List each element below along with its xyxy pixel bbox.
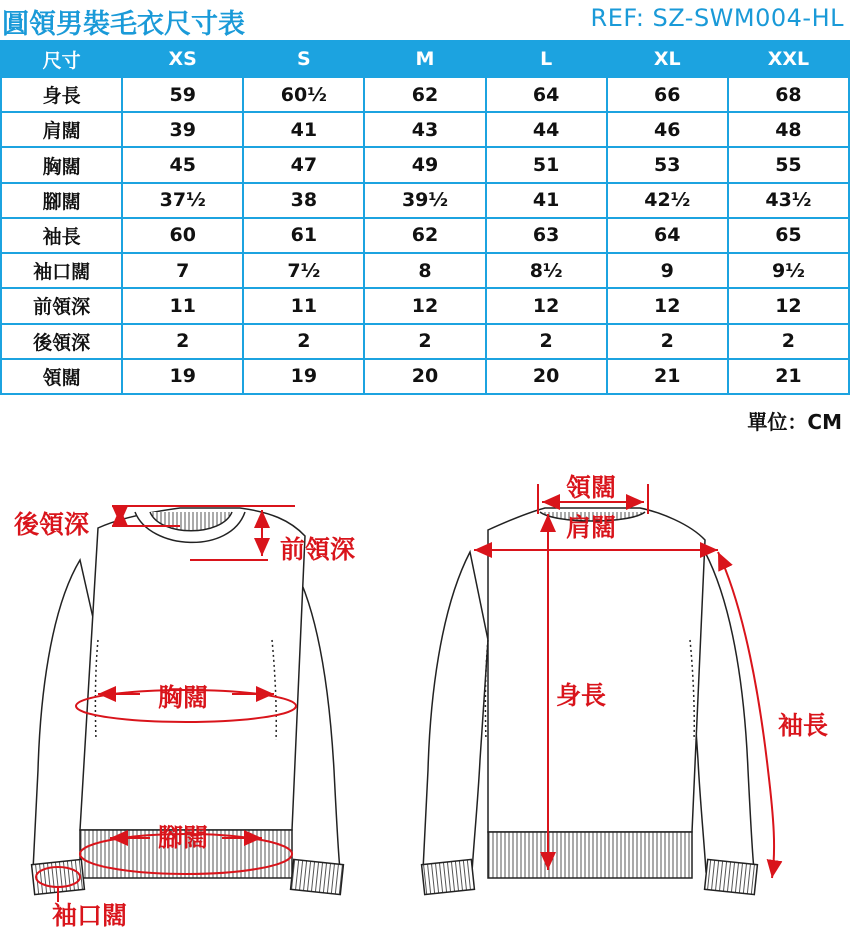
label-back-neck-depth: 後領深	[14, 510, 90, 539]
table-row	[1, 288, 849, 323]
label-front-neck-depth: 前領深	[280, 535, 356, 564]
row-label: 腳闊	[1, 183, 122, 218]
size-value-cell: 68	[728, 77, 849, 112]
size-value-cell: 53	[607, 147, 728, 182]
label-sleeve-length: 袖長	[778, 711, 829, 740]
size-value-cell: 59	[122, 77, 243, 112]
garment-diagram	[0, 440, 850, 928]
size-value-cell: 66	[607, 77, 728, 112]
table-row	[1, 112, 849, 147]
size-value-cell: 12	[607, 288, 728, 323]
row-label: 肩闊	[1, 112, 122, 147]
table-row	[1, 359, 849, 394]
size-value-cell: 9½	[728, 253, 849, 288]
size-value-cell: 20	[364, 359, 485, 394]
size-value-cell: 46	[607, 112, 728, 147]
header-cell: S	[243, 41, 364, 77]
size-table	[0, 40, 850, 395]
unit-label: 單位：CM	[747, 410, 842, 434]
size-value-cell: 60	[122, 218, 243, 253]
size-value-cell: 12	[486, 288, 607, 323]
size-value-cell: 21	[728, 359, 849, 394]
size-value-cell: 64	[486, 77, 607, 112]
label-chest-width: 胸闊	[158, 683, 209, 712]
size-value-cell: 65	[728, 218, 849, 253]
size-value-cell: 11	[122, 288, 243, 323]
size-value-cell: 19	[243, 359, 364, 394]
row-label: 前領深	[1, 288, 122, 323]
size-value-cell: 41	[486, 183, 607, 218]
size-value-cell: 19	[122, 359, 243, 394]
size-value-cell: 2	[243, 324, 364, 359]
header-cell: L	[486, 41, 607, 77]
size-value-cell: 48	[728, 112, 849, 147]
row-label: 領闊	[1, 359, 122, 394]
label-body-length: 身長	[556, 681, 607, 710]
chart-title: 圓領男裝毛衣尺寸表	[2, 9, 245, 40]
row-label: 胸闊	[1, 147, 122, 182]
size-value-cell: 37½	[122, 183, 243, 218]
label-neck-width: 領闊	[566, 473, 617, 502]
size-value-cell: 12	[728, 288, 849, 323]
size-value-cell: 51	[486, 147, 607, 182]
size-value-cell: 7	[122, 253, 243, 288]
table-row	[1, 324, 849, 359]
size-value-cell: 7½	[243, 253, 364, 288]
size-value-cell: 20	[486, 359, 607, 394]
reference-code: REF: SZ-SWM004-HL	[590, 4, 844, 32]
size-value-cell: 63	[486, 218, 607, 253]
size-value-cell: 41	[243, 112, 364, 147]
table-row	[1, 77, 849, 112]
size-value-cell: 9	[607, 253, 728, 288]
size-value-cell: 45	[122, 147, 243, 182]
size-value-cell: 8	[364, 253, 485, 288]
header-cell: XXL	[728, 41, 849, 77]
size-value-cell: 39	[122, 112, 243, 147]
size-value-cell: 42½	[607, 183, 728, 218]
size-value-cell: 55	[728, 147, 849, 182]
size-value-cell: 38	[243, 183, 364, 218]
table-row	[1, 183, 849, 218]
table-row	[1, 253, 849, 288]
size-value-cell: 43½	[728, 183, 849, 218]
size-value-cell: 2	[486, 324, 607, 359]
size-value-cell: 43	[364, 112, 485, 147]
label-hem-width: 腳闊	[158, 823, 209, 852]
size-value-cell: 39½	[364, 183, 485, 218]
row-label: 後領深	[1, 324, 122, 359]
size-value-cell: 12	[364, 288, 485, 323]
size-value-cell: 64	[607, 218, 728, 253]
size-value-cell: 49	[364, 147, 485, 182]
size-value-cell: 2	[364, 324, 485, 359]
size-value-cell: 8½	[486, 253, 607, 288]
size-value-cell: 60½	[243, 77, 364, 112]
table-row	[1, 218, 849, 253]
size-value-cell: 2	[728, 324, 849, 359]
label-shoulder-width: 肩闊	[566, 513, 617, 542]
label-cuff-width: 袖口闊	[52, 901, 128, 930]
row-label: 袖長	[1, 218, 122, 253]
size-value-cell: 47	[243, 147, 364, 182]
size-value-cell: 61	[243, 218, 364, 253]
size-value-cell: 62	[364, 218, 485, 253]
size-value-cell: 2	[122, 324, 243, 359]
size-value-cell: 44	[486, 112, 607, 147]
row-label: 身長	[1, 77, 122, 112]
header-cell: XS	[122, 41, 243, 77]
row-label: 袖口闊	[1, 253, 122, 288]
table-row	[1, 147, 849, 182]
header-cell: XL	[607, 41, 728, 77]
table-header-row	[1, 41, 849, 77]
size-value-cell: 21	[607, 359, 728, 394]
size-value-cell: 11	[243, 288, 364, 323]
size-value-cell: 62	[364, 77, 485, 112]
header-cell: 尺寸	[1, 41, 122, 77]
size-value-cell: 2	[607, 324, 728, 359]
header-cell: M	[364, 41, 485, 77]
